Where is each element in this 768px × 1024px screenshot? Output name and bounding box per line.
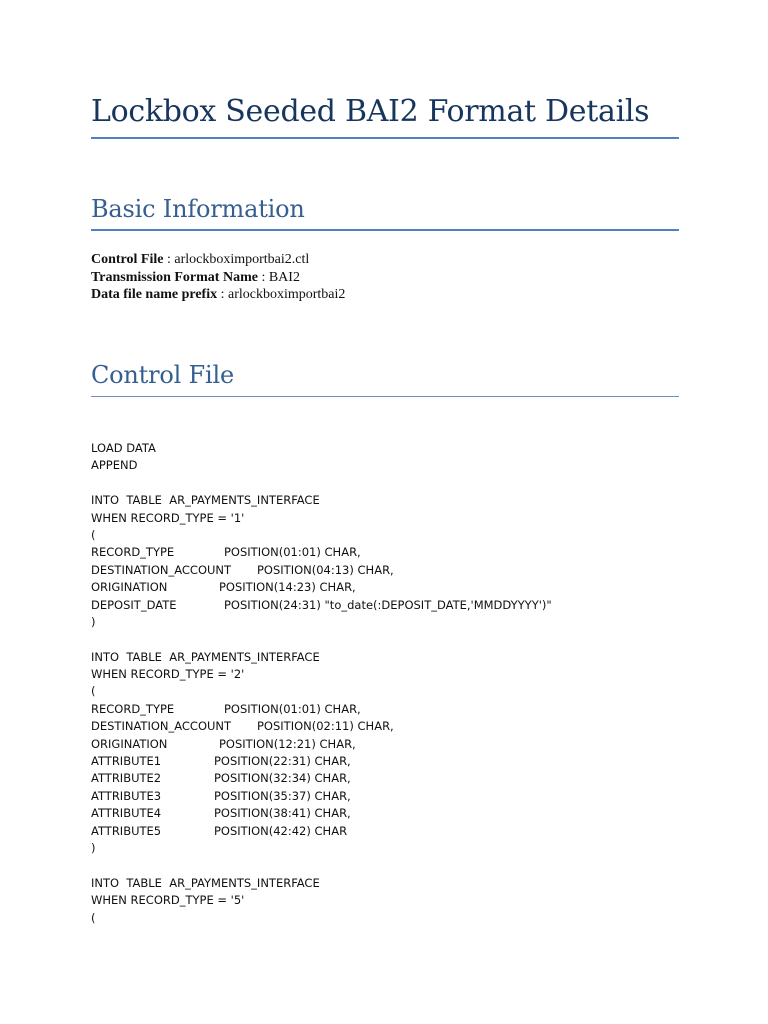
field-value: arlockboximportbai2.ctl (174, 252, 310, 267)
control-file-field (91, 251, 345, 269)
code-line-position: POSITION(02:11) CHAR, (257, 719, 394, 734)
code-line-text: ( (91, 684, 96, 699)
code-line-text: ATTRIBUTE3 (91, 788, 162, 803)
code-line-text: INTO TABLE AR_PAYMENTS_INTERFACE (91, 649, 320, 664)
field-value: BAI2 (268, 269, 300, 285)
field-value: arlockboximportbai2 (228, 287, 346, 303)
transmission-format-name-field (91, 269, 345, 287)
title-underline (91, 137, 679, 139)
field-label: Data file name prefix (91, 287, 218, 303)
code-line-text: RECORD_TYPE (91, 545, 175, 560)
control-file-heading: Control File (91, 361, 234, 389)
code-line-text: WHEN RECORD_TYPE = '2' (91, 667, 245, 682)
code-line-position: POSITION(35:37) CHAR, (214, 788, 351, 803)
code-line-position: POSITION(12:21) CHAR, (219, 736, 356, 751)
code-line-text: INTO TABLE AR_PAYMENTS_INTERFACE (91, 875, 320, 890)
code-line-text: ATTRIBUTE4 (91, 806, 162, 821)
code-line-text: ) (91, 614, 96, 629)
code-line-position: POSITION(42:42) CHAR (214, 823, 348, 838)
code-line-text: DESTINATION_ACCOUNT (91, 562, 232, 577)
code-line-text: ATTRIBUTE2 (91, 771, 162, 786)
code-line-position: POSITION(22:31) CHAR, (214, 754, 351, 769)
code-line-text: ) (91, 840, 96, 855)
code-line-text: DEPOSIT_DATE (91, 597, 177, 612)
basic-information-heading: Basic Information (91, 195, 305, 223)
code-line-text: ( (91, 910, 96, 925)
code-line-position: POSITION(01:01) CHAR, (224, 545, 361, 560)
field-separator: : (217, 287, 228, 303)
code-line-text: ATTRIBUTE5 (91, 823, 162, 838)
code-line-text: LOAD DATA (91, 441, 156, 455)
code-line-position: POSITION(04:13) CHAR, (257, 562, 394, 577)
field-label: Control File (91, 252, 164, 267)
code-line-position: POSITION(01:01) CHAR, (224, 701, 361, 716)
control-file-underline (91, 396, 679, 397)
code-line-text: APPEND (91, 458, 138, 473)
field-separator: : (257, 269, 269, 285)
field-separator: : (163, 252, 175, 267)
code-line-position: POSITION(14:23) CHAR, (219, 580, 356, 595)
code-line-text: ( (91, 527, 96, 542)
code-line-text: WHEN RECORD_TYPE = '5' (91, 893, 245, 908)
code-line-text: ORIGINATION (91, 736, 168, 751)
code-line-text: RECORD_TYPE (91, 701, 175, 716)
field-label: Transmission Format Name (91, 269, 258, 285)
code-line-text: ATTRIBUTE1 (91, 754, 162, 769)
code-line-text: ORIGINATION (91, 580, 168, 595)
code-line-position: POSITION(32:34) CHAR, (214, 771, 351, 786)
code-line-text: INTO TABLE AR_PAYMENTS_INTERFACE (91, 493, 320, 508)
basic-information-underline (91, 229, 679, 231)
code-line-text: DESTINATION_ACCOUNT (91, 719, 232, 734)
data-file-name-prefix-field (91, 286, 345, 304)
basic-information-fields (91, 251, 345, 304)
code-line-position: POSITION(38:41) CHAR, (214, 806, 351, 821)
code-line-position: POSITION(24:31) "to_date(:DEPOSIT_DATE,'MMDDYYYY')" (224, 597, 552, 612)
document-title: Lockbox Seeded BAI2 Format Details (91, 94, 650, 129)
code-line-text: WHEN RECORD_TYPE = '1' (91, 510, 245, 525)
